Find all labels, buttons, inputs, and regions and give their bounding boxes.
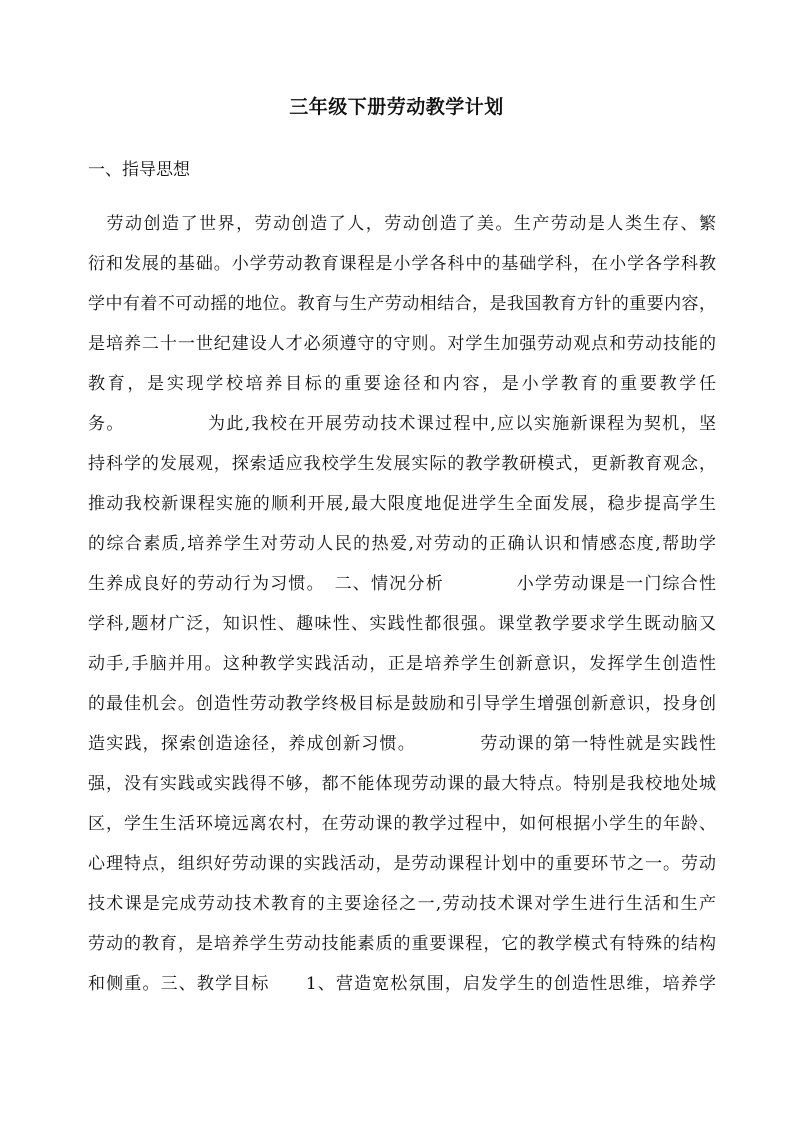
body-line: 技术课是完成劳动技术教育的主要途径之一,劳动技术课对学生进行生活和生产 — [88, 894, 716, 914]
body-line: 劳动创造了世界，劳动创造了人，劳动创造了美。生产劳动是人类生存、繁 — [88, 214, 716, 234]
body-line: 的综合素质,培养学生对劳动人民的热爱,对劳动的正确认识和情感态度,帮助学 — [88, 534, 716, 554]
body-line: 学科,题材广泛，知识性、趣味性、实践性都很强。课堂教学要求学生既动脑又 — [88, 614, 716, 634]
body-line: 动手,手脑并用。这种教学实践活动，正是培养学生创新意识，发挥学生创造性 — [88, 654, 716, 674]
document-title: 三年级下册劳动教学计划 — [289, 96, 504, 118]
body-line: 生养成良好的劳动行为习惯。 二、情况分析 小学劳动课是一门综合性 — [88, 574, 716, 594]
body-line: 区，学生生活环境远离农村，在劳动课的教学过程中，如何根据小学生的年龄、 — [88, 814, 716, 834]
body-line: 和侧重。三、教学目标 1、营造宽松氛围，启发学生的创造性思维，培养学 — [88, 974, 716, 994]
body-line: 的最佳机会。创造性劳动教学终极目标是鼓励和引导学生增强创新意识，投身创 — [88, 694, 716, 714]
body-line: 推动我校新课程实施的顺利开展,最大限度地促进学生全面发展，稳步提高学生 — [88, 494, 716, 514]
body-line: 劳动的教育，是培养学生劳动技能素质的重要课程，它的教学模式有特殊的结构 — [88, 934, 716, 954]
body-line: 学中有着不可动摇的地位。教育与生产劳动相结合，是我国教育方针的重要内容， — [88, 294, 716, 314]
body-line: 是培养二十一世纪建设人才必须遵守的守则。对学生加强劳动观点和劳动技能的 — [88, 334, 716, 354]
body-line: 教育，是实现学校培养目标的重要途径和内容，是小学教育的重要教学任 — [88, 374, 716, 394]
body-line: 衍和发展的基础。小学劳动教育课程是小学各科中的基础学科，在小学各学科教 — [88, 254, 716, 274]
body-line: 造实践，探索创造途径，养成创新习惯。 劳动课的第一特性就是实践性 — [88, 734, 716, 754]
section-heading: 一、指导思想 — [88, 160, 190, 180]
body-line: 务。 为此,我校在开展劳动技术课过程中,应以实施新课程为契机，坚 — [88, 414, 716, 434]
body-line: 持科学的发展观，探索适应我校学生发展实际的教学教研模式，更新教育观念， — [88, 454, 716, 474]
body-line: 强，没有实践或实践得不够，都不能体现劳动课的最大特点。特别是我校地处城 — [88, 774, 716, 794]
body-line: 心理特点，组织好劳动课的实践活动，是劳动课程计划中的重要环节之一。劳动 — [88, 854, 716, 874]
